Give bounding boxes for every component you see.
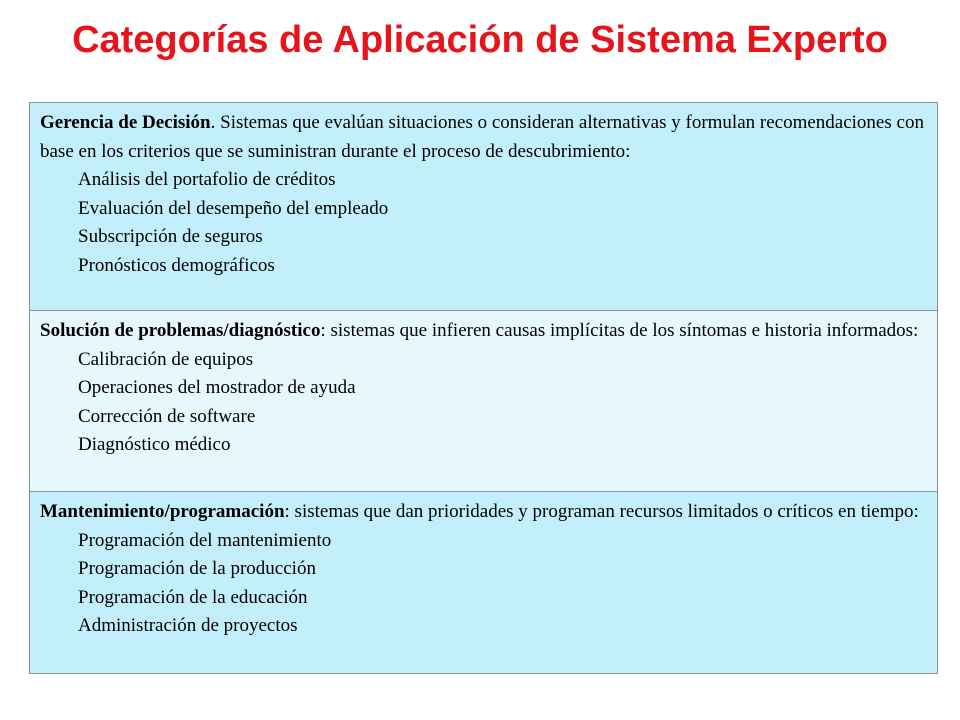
category-intro	[40, 317, 927, 346]
list-item: Corrección de software	[78, 405, 256, 427]
category-description: : sistemas que dan prioridades y programan recursos limitados o críticos en tiempo:	[284, 501, 919, 522]
category-heading: Mantenimiento/programación	[40, 501, 285, 522]
slide-title: Categorías de Aplicación de Sistema Experto	[72, 19, 888, 61]
list-item: Análisis del portafolio de créditos	[78, 169, 336, 190]
category-heading: Solución de problemas/diagnóstico	[40, 320, 321, 341]
categories-table	[29, 102, 938, 674]
list-item: Programación del mantenimiento	[78, 529, 332, 551]
example-list	[40, 527, 927, 641]
category-row-maintenance-scheduling	[30, 491, 937, 673]
category-intro	[40, 498, 927, 527]
list-item: Subscripción de seguros	[78, 226, 263, 247]
category-intro	[40, 109, 927, 166]
list-item: Pronósticos demográficos	[78, 254, 275, 276]
list-item: Programación de la producción	[78, 558, 316, 579]
category-row-diagnosis	[30, 310, 937, 491]
list-item: Programación de la educación	[78, 586, 308, 608]
list-item: Administración de proyectos	[78, 615, 298, 636]
list-item: Evaluación del desempeño del empleado	[78, 197, 389, 219]
category-heading: Gerencia de Decisión	[40, 112, 211, 133]
example-list	[40, 346, 927, 460]
category-row-decision-management	[30, 103, 937, 310]
category-description: : sistemas que infieren causas implícitas de los síntomas e historia informados:	[320, 320, 919, 341]
list-item: Operaciones del mostrador de ayuda	[78, 377, 356, 398]
list-item: Diagnóstico médico	[78, 434, 231, 455]
list-item: Calibración de equipos	[78, 348, 254, 370]
example-list	[40, 166, 927, 280]
category-description: . Sistemas que evalúan situaciones o consideran alternativas y formulan recomendaciones con base en los criterios que se suministran durante el proceso de descubrimiento:	[40, 112, 924, 162]
